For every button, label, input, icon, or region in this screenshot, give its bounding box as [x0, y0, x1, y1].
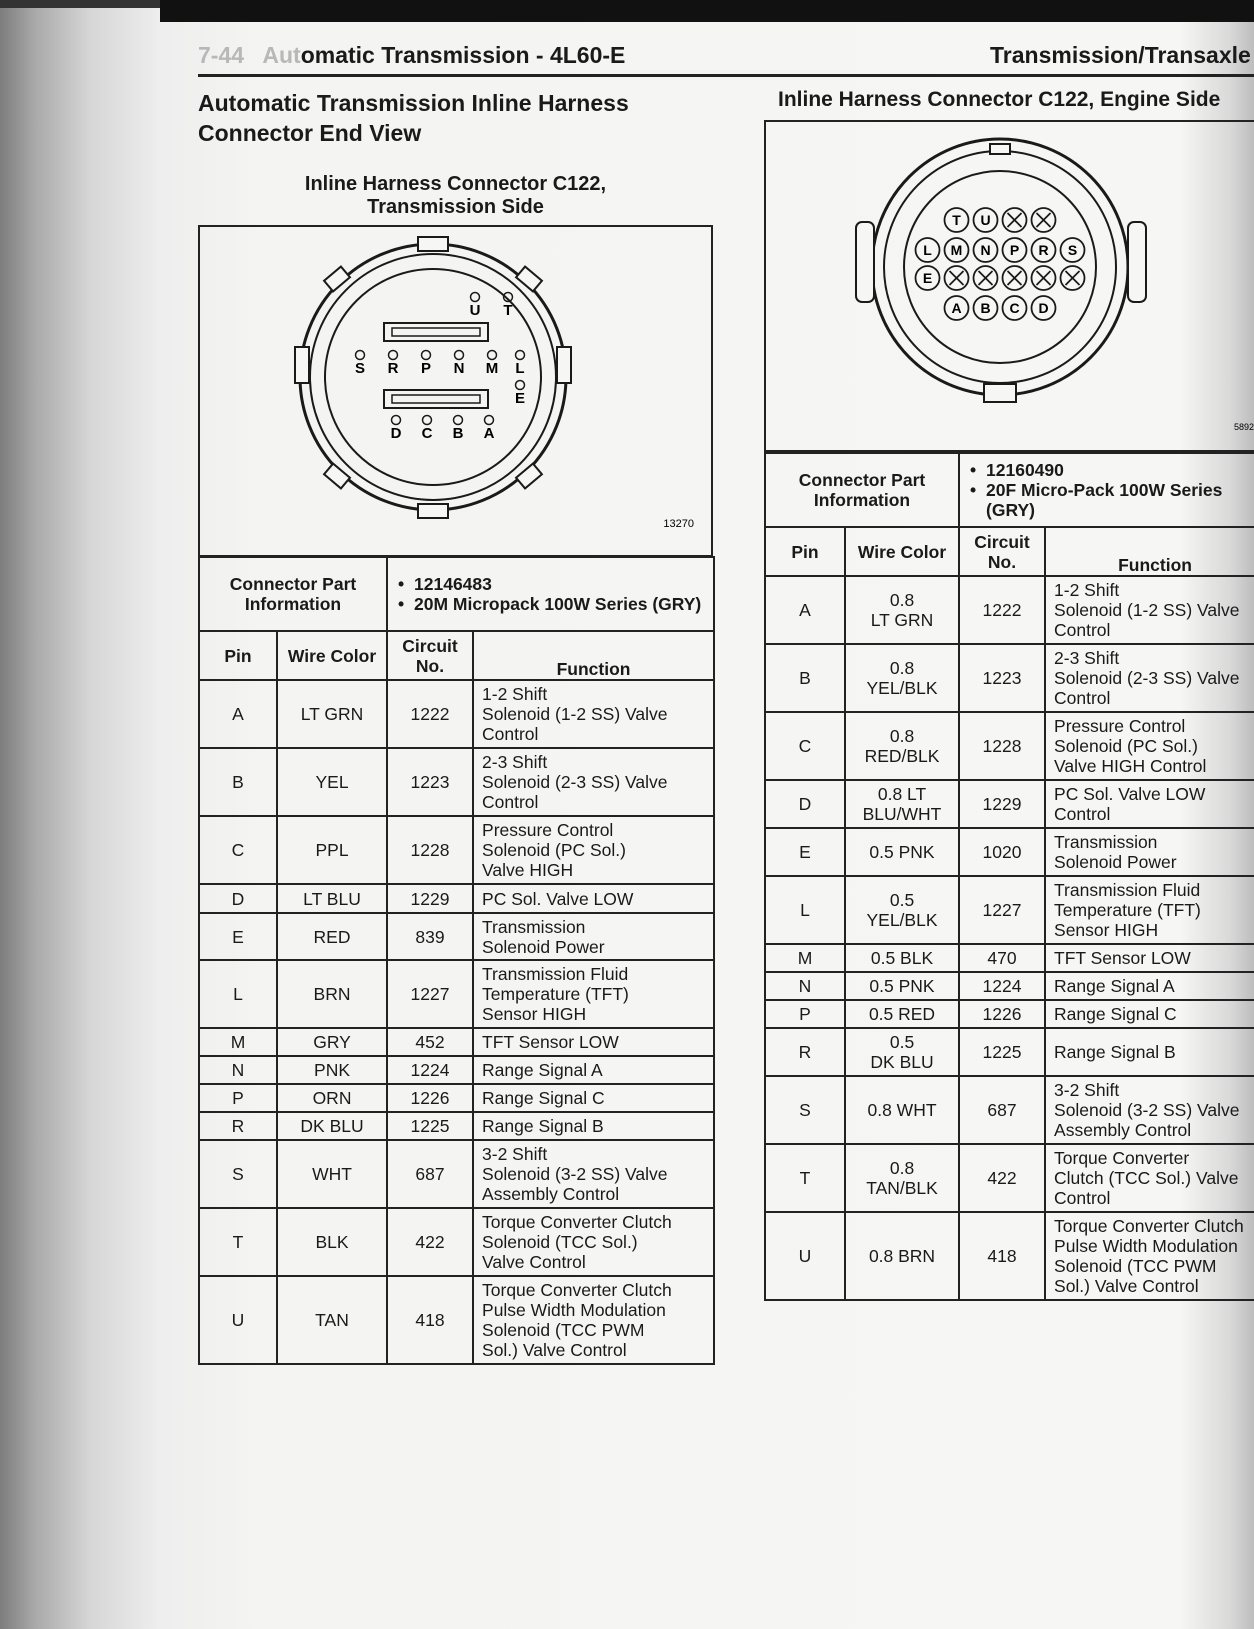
- pin-cell: M: [199, 1028, 277, 1056]
- pin-cell: R: [199, 1112, 277, 1140]
- wire-color-cell: 0.8 WHT: [845, 1076, 959, 1144]
- pin-cell: A: [765, 576, 845, 644]
- left-connector-drawing: [200, 227, 711, 555]
- table-row: [765, 780, 1254, 828]
- function-cell: PC Sol. Valve LOW Control: [1045, 780, 1254, 828]
- left-pin-hole-N: [455, 351, 464, 360]
- table-row: [765, 712, 1254, 780]
- pin-cell: A: [199, 680, 277, 748]
- right-column-header: Wire Color: [845, 527, 959, 576]
- right-pin-label-U: U: [980, 212, 991, 228]
- table-row: [765, 876, 1254, 944]
- wire-color-cell: 0.8 RED/BLK: [845, 712, 959, 780]
- function-cell: Range Signal A: [473, 1056, 714, 1084]
- wire-color-cell: 0.8 LT BLU/WHT: [845, 780, 959, 828]
- left-pin-label-B: B: [452, 425, 464, 442]
- table-row: [199, 1140, 714, 1208]
- function-cell: TFT Sensor LOW: [473, 1028, 714, 1056]
- left-column-header: Pin: [199, 631, 277, 680]
- right-table-header: [765, 527, 1254, 576]
- wire-color-cell: 0.8 YEL/BLK: [845, 644, 959, 712]
- function-cell: Torque Converter Clutch Pulse Width Modulation Solenoid (TCC PWM Sol.) Valve Control: [1045, 1212, 1254, 1300]
- wire-color-cell: LT BLU: [277, 884, 387, 913]
- left-pin-label-E: E: [514, 390, 526, 407]
- wire-color-cell: 0.5 BLK: [845, 944, 959, 972]
- circuit-cell: 1225: [387, 1112, 473, 1140]
- pin-cell: T: [199, 1208, 277, 1276]
- right-pin-label-A: A: [951, 300, 962, 316]
- table-row: [765, 644, 1254, 712]
- table-row: [765, 576, 1254, 644]
- function-cell: Transmission Fluid Temperature (TFT) Sensor HIGH: [473, 960, 714, 1028]
- pin-cell: R: [765, 1028, 845, 1076]
- function-cell: 2-3 Shift Solenoid (2-3 SS) Valve Control: [473, 748, 714, 816]
- wire-color-cell: DK BLU: [277, 1112, 387, 1140]
- circuit-cell: 1224: [959, 972, 1045, 1000]
- table-row: [199, 816, 714, 884]
- function-cell: Torque Converter Clutch Pulse Width Modulation Solenoid (TCC PWM Sol.) Valve Control: [473, 1276, 714, 1364]
- right-connector-figure: [764, 120, 1254, 452]
- wire-color-cell: 0.5 DK BLU: [845, 1028, 959, 1076]
- table-row: [765, 944, 1254, 972]
- pin-cell: N: [199, 1056, 277, 1084]
- wire-color-cell: PPL: [277, 816, 387, 884]
- left-pin-label-P: P: [420, 360, 432, 377]
- left-pin-hole-E: [516, 381, 525, 390]
- table-row: [199, 1084, 714, 1112]
- function-cell: PC Sol. Valve LOW: [473, 884, 714, 913]
- right-pin-table: [764, 452, 1254, 1301]
- circuit-cell: 1229: [387, 884, 473, 913]
- table-row: [765, 828, 1254, 876]
- left-pin-hole-M: [488, 351, 497, 360]
- function-cell: Transmission Solenoid Power: [1045, 828, 1254, 876]
- wire-color-cell: 0.8 LT GRN: [845, 576, 959, 644]
- pin-cell: E: [765, 828, 845, 876]
- left-pin-hole-C: [423, 416, 432, 425]
- function-cell: 1-2 Shift Solenoid (1-2 SS) Valve Control: [473, 680, 714, 748]
- pin-cell: P: [765, 1000, 845, 1028]
- right-pin-label-D: D: [1038, 300, 1049, 316]
- circuit-cell: 1222: [387, 680, 473, 748]
- right-pin-label-R: R: [1038, 242, 1049, 258]
- right-pin-label-C: C: [1009, 300, 1020, 316]
- left-pin-label-M: M: [485, 360, 499, 377]
- function-cell: Transmission Solenoid Power: [473, 913, 714, 960]
- left-column-header: Circuit No.: [387, 631, 473, 680]
- table-row: [765, 1212, 1254, 1300]
- running-header-right: Transmission/Transaxle: [990, 42, 1251, 68]
- pin-cell: C: [765, 712, 845, 780]
- table-row: [199, 1276, 714, 1364]
- right-pin-label-E: E: [922, 270, 933, 286]
- scan-edge: [0, 0, 160, 8]
- right-pin-label-M: M: [950, 242, 963, 258]
- table-row: [199, 960, 714, 1028]
- wire-color-cell: GRY: [277, 1028, 387, 1056]
- circuit-cell: 1226: [387, 1084, 473, 1112]
- function-cell: Range Signal B: [473, 1112, 714, 1140]
- wire-color-cell: ORN: [277, 1084, 387, 1112]
- table-row: [199, 884, 714, 913]
- pin-cell: B: [765, 644, 845, 712]
- wire-color-cell: 0.5 PNK: [845, 972, 959, 1000]
- left-connector-info-item: • 20M Micropack 100W Series (GRY): [414, 594, 709, 614]
- left-pin-label-T: T: [503, 302, 513, 319]
- right-connector-info-item: • 20F Micro-Pack 100W Series (GRY): [986, 480, 1254, 520]
- pin-cell: L: [765, 876, 845, 944]
- right-connector-info-label: Connector Part Information: [765, 453, 959, 527]
- function-cell: Pressure Control Solenoid (PC Sol.) Valve HIGH: [473, 816, 714, 884]
- wire-color-cell: 0.8 TAN/BLK: [845, 1144, 959, 1212]
- circuit-cell: 687: [959, 1076, 1045, 1144]
- function-cell: 3-2 Shift Solenoid (3-2 SS) Valve Assembly Control: [1045, 1076, 1254, 1144]
- pin-cell: D: [199, 884, 277, 913]
- function-cell: Range Signal B: [1045, 1028, 1254, 1076]
- circuit-cell: 1227: [959, 876, 1045, 944]
- table-row: [199, 748, 714, 816]
- left-pin-hole-P: [422, 351, 431, 360]
- table-row: [765, 1000, 1254, 1028]
- left-connector-figure: [198, 225, 713, 557]
- pin-cell: N: [765, 972, 845, 1000]
- right-pin-label-N: N: [980, 242, 991, 258]
- circuit-cell: 839: [387, 913, 473, 960]
- left-figure-number: 13270: [663, 518, 694, 530]
- circuit-cell: 1020: [959, 828, 1045, 876]
- left-column-header: Wire Color: [277, 631, 387, 680]
- circuit-cell: 687: [387, 1140, 473, 1208]
- left-table-header: [199, 631, 714, 680]
- pin-cell: T: [765, 1144, 845, 1212]
- left-pin-hole-R: [389, 351, 398, 360]
- right-column-header: Pin: [765, 527, 845, 576]
- left-section-title: Automatic Transmission Inline Harness Connector End View: [198, 90, 629, 146]
- right-pin-marks: [916, 208, 1085, 320]
- circuit-cell: 1225: [959, 1028, 1045, 1076]
- circuit-cell: 1222: [959, 576, 1045, 644]
- function-cell: Torque Converter Clutch (TCC Sol.) Valve Control: [1045, 1144, 1254, 1212]
- right-section-title: Inline Harness Connector C122, Engine Side: [778, 88, 1221, 111]
- table-row: [199, 1112, 714, 1140]
- function-cell: 2-3 Shift Solenoid (2-3 SS) Valve Control: [1045, 644, 1254, 712]
- circuit-cell: 1223: [387, 748, 473, 816]
- left-pin-hole-L: [516, 351, 525, 360]
- table-row: [199, 1028, 714, 1056]
- pin-cell: U: [199, 1276, 277, 1364]
- circuit-cell: 1228: [387, 816, 473, 884]
- circuit-cell: 470: [959, 944, 1045, 972]
- function-cell: TFT Sensor LOW: [1045, 944, 1254, 972]
- table-row: [199, 913, 714, 960]
- left-pin-label-C: C: [421, 425, 433, 442]
- wire-color-cell: BRN: [277, 960, 387, 1028]
- function-cell: Range Signal A: [1045, 972, 1254, 1000]
- circuit-cell: 418: [959, 1212, 1045, 1300]
- wire-color-cell: 0.5 RED: [845, 1000, 959, 1028]
- table-row: [199, 1208, 714, 1276]
- right-connector-drawing: [766, 122, 1254, 450]
- pin-cell: S: [199, 1140, 277, 1208]
- function-cell: Pressure Control Solenoid (PC Sol.) Valve HIGH Control: [1045, 712, 1254, 780]
- left-pin-label-D: D: [390, 425, 402, 442]
- circuit-cell: 418: [387, 1276, 473, 1364]
- function-cell: Transmission Fluid Temperature (TFT) Sensor HIGH: [1045, 876, 1254, 944]
- function-cell: Torque Converter Clutch Solenoid (TCC Sol.) Valve Control: [473, 1208, 714, 1276]
- function-cell: 3-2 Shift Solenoid (3-2 SS) Valve Assembly Control: [473, 1140, 714, 1208]
- left-connector-info-values: [387, 557, 714, 631]
- right-pin-label-T: T: [952, 212, 961, 228]
- page-number: 7-44: [198, 42, 245, 68]
- right-connector-info-values: [959, 453, 1254, 527]
- left-pin-label-L: L: [515, 360, 525, 377]
- wire-color-cell: PNK: [277, 1056, 387, 1084]
- wire-color-cell: RED: [277, 913, 387, 960]
- right-pin-label-B: B: [980, 300, 991, 316]
- pin-cell: E: [199, 913, 277, 960]
- left-pin-hole-B: [454, 416, 463, 425]
- left-pin-hole-D: [392, 416, 401, 425]
- circuit-cell: 452: [387, 1028, 473, 1056]
- left-pin-marks: [355, 293, 525, 443]
- pin-cell: C: [199, 816, 277, 884]
- table-row: [765, 972, 1254, 1000]
- wire-color-cell: TAN: [277, 1276, 387, 1364]
- circuit-cell: 1224: [387, 1056, 473, 1084]
- table-row: [765, 1144, 1254, 1212]
- right-column: [760, 0, 1254, 1629]
- left-connector-subtitle: Inline Harness Connector C122, Transmission Side: [304, 173, 607, 218]
- pin-cell: S: [765, 1076, 845, 1144]
- left-connector-info-item: • 12146483: [414, 574, 709, 594]
- wire-color-cell: YEL: [277, 748, 387, 816]
- circuit-cell: 422: [387, 1208, 473, 1276]
- left-pin-label-R: R: [387, 360, 399, 377]
- left-column-header: Function: [473, 631, 714, 680]
- right-column-header: Circuit No.: [959, 527, 1045, 576]
- circuit-cell: 1228: [959, 712, 1045, 780]
- function-cell: Range Signal C: [473, 1084, 714, 1112]
- circuit-cell: 1223: [959, 644, 1045, 712]
- circuit-cell: 1229: [959, 780, 1045, 828]
- pin-cell: L: [199, 960, 277, 1028]
- function-cell: Range Signal C: [1045, 1000, 1254, 1028]
- wire-color-cell: BLK: [277, 1208, 387, 1276]
- right-pin-label-L: L: [923, 242, 932, 258]
- left-pin-label-A: A: [483, 425, 495, 442]
- section-title-faint: Aut: [262, 42, 301, 68]
- circuit-cell: 422: [959, 1144, 1045, 1212]
- wire-color-cell: 0.8 BRN: [845, 1212, 959, 1300]
- wire-color-cell: 0.5 YEL/BLK: [845, 876, 959, 944]
- pin-cell: M: [765, 944, 845, 972]
- right-connector-info-row: [765, 453, 1254, 527]
- wire-color-cell: WHT: [277, 1140, 387, 1208]
- function-cell: 1-2 Shift Solenoid (1-2 SS) Valve Control: [1045, 576, 1254, 644]
- left-pin-label-S: S: [354, 360, 366, 377]
- left-pin-table: [198, 556, 715, 1365]
- table-row: [199, 680, 714, 748]
- pin-cell: P: [199, 1084, 277, 1112]
- right-connector-info-item: • 12160490: [986, 460, 1254, 480]
- table-row: [199, 1056, 714, 1084]
- left-pin-hole-A: [485, 416, 494, 425]
- left-pin-label-U: U: [469, 302, 481, 319]
- table-row: [765, 1028, 1254, 1076]
- table-row: [765, 1076, 1254, 1144]
- circuit-cell: 1227: [387, 960, 473, 1028]
- right-figure-number: 5892: [1233, 422, 1254, 432]
- right-pin-label-S: S: [1067, 242, 1078, 258]
- circuit-cell: 1226: [959, 1000, 1045, 1028]
- running-header: [198, 42, 625, 69]
- left-pin-hole-U: [471, 293, 480, 302]
- left-pin-hole-S: [356, 351, 365, 360]
- pin-cell: D: [765, 780, 845, 828]
- section-title: omatic Transmission - 4L60-E: [300, 42, 626, 68]
- pin-cell: B: [199, 748, 277, 816]
- right-column-header: Function: [1045, 527, 1254, 576]
- left-connector-info-row: [199, 557, 714, 631]
- right-pin-label-P: P: [1009, 242, 1020, 258]
- left-connector-info-label: Connector Part Information: [199, 557, 387, 631]
- wire-color-cell: 0.5 PNK: [845, 828, 959, 876]
- pin-cell: U: [765, 1212, 845, 1300]
- wire-color-cell: LT GRN: [277, 680, 387, 748]
- left-pin-label-N: N: [453, 360, 465, 377]
